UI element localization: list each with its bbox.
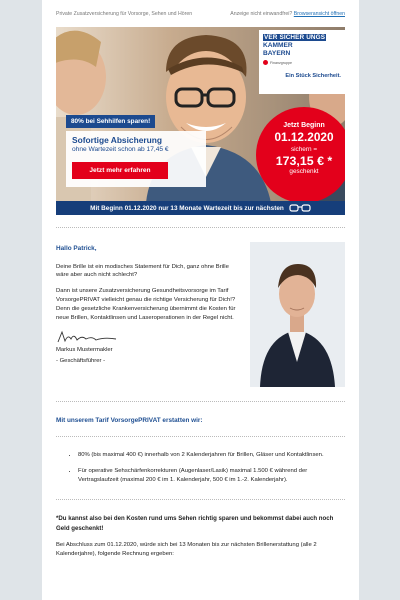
preheader-text: Private Zusatzversicherung für Vorsorge, Sehen und Hören <box>56 10 193 17</box>
wait-time-text: Mit Beginn 01.12.2020 nur 13 Monate Wartezeit bis zur nächsten <box>90 204 284 212</box>
signature <box>56 330 120 344</box>
greeting-heading: Hallo Patrick, <box>56 245 97 252</box>
brand-name-line1: VER SICHER UNGS <box>264 34 326 41</box>
discount-badge: 80% bei Sehhilfen sparen! <box>66 115 155 128</box>
benefits-list <box>56 451 345 485</box>
hero-banner[interactable] <box>56 27 345 215</box>
benefits-title: Mit unserem Tarif VorsorgePRIVAT erstatten wir: <box>56 417 203 424</box>
brand-name-line3: BAYERN <box>263 50 291 57</box>
divider <box>56 401 345 402</box>
list-item: • 80% (bis maximal 400 €) innerhalb von 2 Kalenderjahren für Brillen, Gläser und Kontaktlinsen. <box>78 451 345 460</box>
learn-more-button[interactable]: Jetzt mehr erfahren <box>72 162 168 179</box>
wait-time-ribbon <box>56 201 345 215</box>
offer-headline: Sofortige Absicherung <box>72 135 162 145</box>
display-issue-text: Anzeige nicht einwandfrei? <box>230 10 293 17</box>
greeting-paragraph-1: Deine Brille ist ein modisches Statement für Dich, ganz ohne Brille wäre aber auch nicht schlecht? <box>56 263 229 279</box>
sparkasse-logo: Finanzgruppe <box>263 60 341 65</box>
brand-slogan: Ein Stück Sicherheit. <box>285 73 341 79</box>
brand-logo <box>259 30 345 94</box>
promo-circle: Jetzt Beginn 01.12.2020 sichern = 173,15 € * geschenkt <box>256 107 345 203</box>
advisor-portrait <box>250 242 345 387</box>
greeting-paragraph-2: Dann ist unsere Zusatzversicherung Gesundheitsvorsorge im Tarif VorsorgePRIVAT vielleicht genau die richtige Versicherung für Dich!? Denn die gesetzliche Krankenversicherung übernimmt die Kosten für neue Brillen, Kontaktlinsen und Laseroperationen in der Regel nicht. <box>56 288 236 321</box>
brand-name-line2: KAMMER <box>263 42 293 49</box>
calculation-intro: Bei Abschluss zum 01.12.2020, würde sich bei 13 Monaten bis zur nächsten Brillenerstattung (alle 2 Kalenderjahre), folgende Rechnung ergeben: <box>56 541 317 557</box>
divider <box>56 499 345 500</box>
divider <box>56 436 345 437</box>
greeting-section <box>56 242 345 387</box>
glasses-icon <box>289 204 311 212</box>
signer-role: - Geschäftsführer - <box>56 357 106 364</box>
email-body <box>42 0 359 600</box>
greeting-text <box>56 242 236 387</box>
sparkasse-icon <box>263 60 268 65</box>
preheader-right <box>230 11 345 17</box>
browser-view-link[interactable]: Browseransicht öffnen <box>293 10 345 17</box>
offer-price: ohne Wartezeit schon ab 17,45 € <box>72 146 169 153</box>
preheader <box>42 0 359 27</box>
list-item: • Für operative Sehschärfenkorrekturen (Augenlaser/Lasik) maximal 1.500 € während der Vertragslaufzeit (maximal 200 € im 1. Kalenderjahr, 500 € im 1.-2. Kalenderjahr). <box>78 467 345 485</box>
signer-name: Markus Mustermakler <box>56 346 113 353</box>
savings-note: *Du kannst also bei den Kosten rund ums Sehen richtig sparen und bekommst dabei auch noch Geld geschenkt! <box>56 515 334 532</box>
divider <box>56 227 345 228</box>
